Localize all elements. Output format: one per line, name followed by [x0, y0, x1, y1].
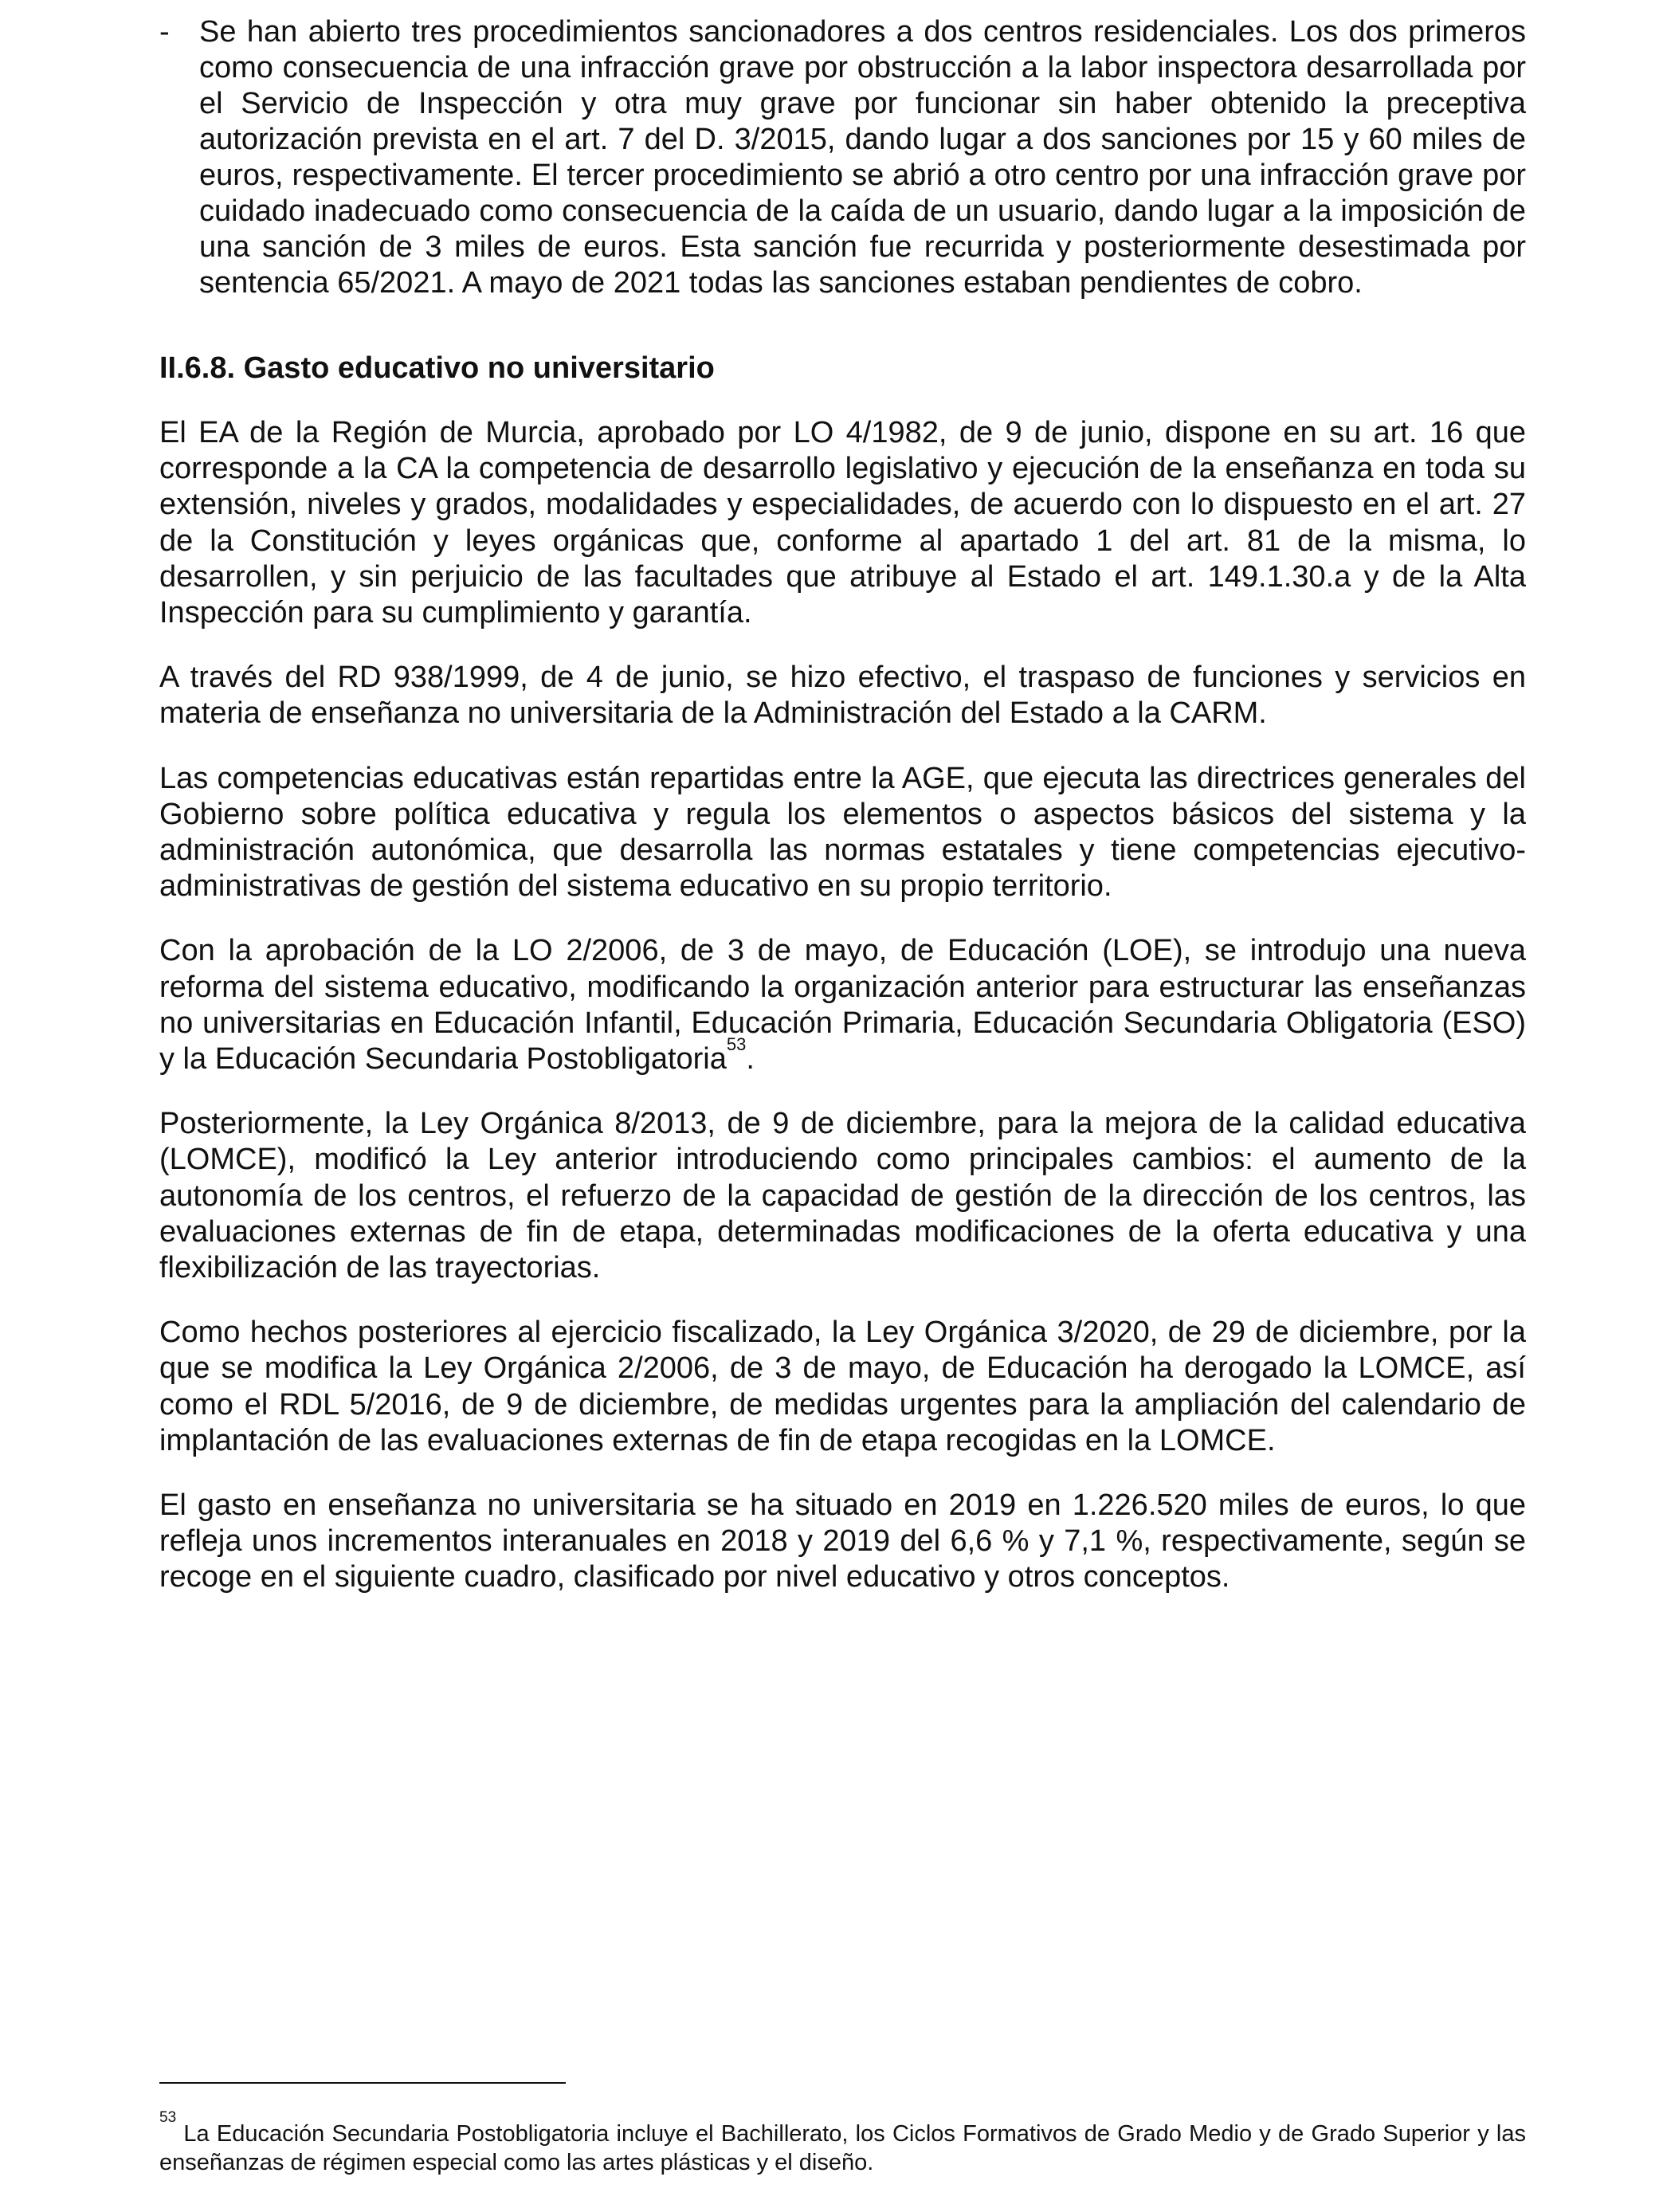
paragraph-ea-murcia: El EA de la Región de Murcia, aprobado por LO 4/1982, de 9 de junio, dispone en su art. 16 que corresponde a la CA la competencia de desarrollo legislativo y ejecución de la enseñanza en toda su extensión, niveles y grados, modalidades y especialidades, de acuerdo con lo dispuesto en el art. 27 de la Constitución y leyes orgánicas que, conforme al apartado 1 del art. 81 de la misma, lo desarrollen, y sin perjuicio de las facultades que atribuye al Estado el art. 149.1.30.a y de la Alta Inspección para su cumplimiento y garantía. [159, 416, 1526, 630]
footnote-number: 53 [159, 2109, 177, 2126]
paragraph-lomce: Posteriormente, la Ley Orgánica 8/2013, de 9 de diciembre, para la mejora de la calidad educativa (LOMCE), modificó la Ley anterior introduciendo como principales cambios: el aumento de la autonomía de los centros, el refuerzo de la capacidad de gestión de la dirección de los centros, las evaluaciones externas de fin de etapa, determinadas modificaciones de la oferta educativa y una flexibilización de las trayectorias. [159, 1107, 1526, 1285]
paragraph-rd-traspaso: A través del RD 938/1999, de 4 de junio, se hizo efectivo, el traspaso de funciones y servicios en materia de enseñanza no universitaria de la Administración del Estado a la CARM. [159, 661, 1526, 731]
page-body [159, 14, 1526, 1596]
paragraph-hechos-posteriores: Como hechos posteriores al ejercicio fiscalizado, la Ley Orgánica 3/2020, de 29 de diciembre, por la que se modifica la Ley Orgánica 2/2006, de 3 de mayo, de Educación ha derogado la LOMCE, así como el RDL 5/2016, de 9 de diciembre, de medidas urgentes para la ampliación del calendario de implantación de las evaluaciones externas de fin de etapa recogidas en la LOMCE. [159, 1316, 1526, 1457]
footnote [159, 2109, 1526, 2177]
bullet-marker: - [159, 15, 170, 49]
footnote-separator [159, 2082, 566, 2084]
paragraph-competencias: Las competencias educativas están repartidas entre la AGE, que ejecuta las directrices generales del Gobierno sobre política educativa y regula los elementos o aspectos básicos del sistema y la administración autonómica, que desarrolla las normas estatales y tiene competencias ejecutivo-administrativas de gestión del sistema educativo en su propio territorio. [159, 761, 1526, 904]
paragraph-gasto: El gasto en enseñanza no universitaria se ha situado en 2019 en 1.226.520 miles de euros, lo que refleja unos incrementos interanuales en 2018 y 2019 del 6,6 % y 7,1 %, respectivamente, según se recoge en el siguiente cuadro, clasificado por nivel educativo y otros conceptos. [159, 1488, 1526, 1594]
paragraph-loe-text: Con la aprobación de la LO 2/2006, de 3 de mayo, de Educación (LOE), se introdujo una nueva reforma del sistema educativo, modificando la organización anterior para estructurar las enseñanzas no universitarias en Educación Infantil, Educación Primaria, Educación Secundaria Obligatoria (ESO) y la Educación Secundaria Postobligatoria [159, 934, 1526, 1077]
section-heading: II.6.8. Gasto educativo no universitario [159, 351, 715, 385]
paragraph-loe-end: . [746, 1042, 755, 1077]
footnote-reference[interactable]: 53 [726, 1034, 747, 1055]
bullet-text: Se han abierto tres procedimientos sancionadores a dos centros residenciales. Los dos primeros como consecuencia de una infracción grave por obstrucción a la labor inspectora desarrollada por el Servicio de Inspección y otra muy grave por funcionar sin haber obtenido la preceptiva autorización prevista en el art. 7 del D. 3/2015, dando lugar a dos sanciones por 15 y 60 miles de euros, respectivamente. El tercer procedimiento se abrió a otro centro por una infracción grave por cuidado inadecuado como consecuencia de la caída de un usuario, dando lugar a la imposición de una sanción de 3 miles de euros. Esta sanción fue recurrida y posteriormente desestimada por sentencia 65/2021. A mayo de 2021 todas las sanciones estaban pendientes de cobro. [199, 15, 1526, 300]
footnote-text: La Educación Secundaria Postobligatoria incluye el Bachillerato, los Ciclos Formativos de Grado Medio y de Grado Superior y las enseñanzas de régimen especial como las artes plásticas y el diseño. [159, 2121, 1526, 2175]
paragraph-loe [159, 933, 1526, 1077]
bullet-item [159, 14, 1526, 301]
